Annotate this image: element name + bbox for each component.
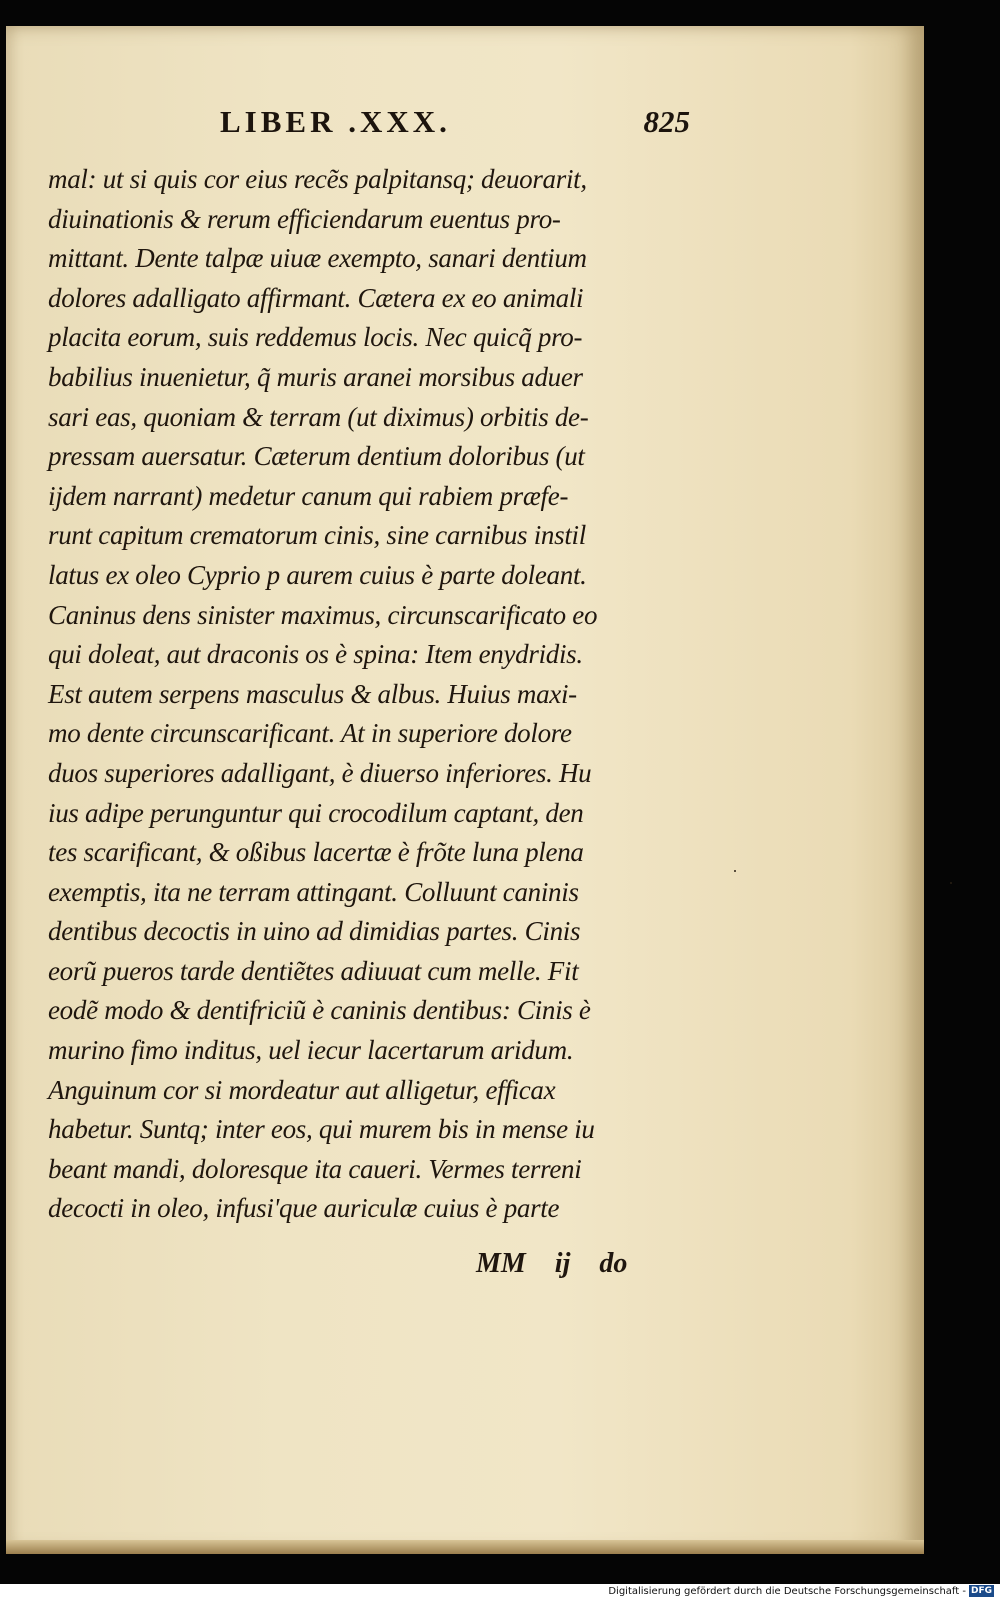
text-line: babilius inuenietur, q̃ muris aranei morsibus aduer (48, 361, 583, 392)
text-line: decocti in oleo, infusi'que auriculæ cuius è parte (48, 1193, 560, 1224)
text-line: duos superiores adalligant, è diuerso inferiores. Hu (48, 757, 592, 788)
text-line: tes scarificant, & oßibus lacertæ è frõte luna plena (48, 837, 584, 868)
dust-speck (734, 870, 736, 872)
text-line: Caninus dens sinister maximus, circunscarificato eo (48, 599, 598, 630)
text-line: eodẽ modo & dentifriciũ è caninis dentibus: Cinis è (48, 995, 591, 1026)
text-line: diuinationis & rerum efficiendarum euentus pro- (48, 203, 561, 234)
dust-speck (950, 882, 952, 884)
text-line: mittant. Dente talpæ uiuæ exempto, sanari dentium (48, 243, 587, 274)
text-line: exemptis, ita ne terram attingant. Colluunt caninis (48, 876, 579, 907)
dfg-logo: DFG (970, 1586, 992, 1596)
text-line: dolores adalligato affirmant. Cætera ex eo animali (48, 282, 584, 313)
text-line: mo dente circunscarificant. At in superiore dolore (48, 718, 572, 749)
text-line: murino fimo inditus, uel iecur lacertarum aridum. (48, 1035, 574, 1066)
running-head (60, 104, 690, 154)
text-line: ijdem narrant) medetur canum qui rabiem præfe- (48, 480, 569, 511)
text-line: runt capitum crematorum cinis, sine carnibus instil (48, 520, 586, 551)
text-line: habetur. Suntq; inter eos, qui murem bis in mense iu (48, 1114, 595, 1145)
text-line: mal: ut si quis cor eius recẽs palpitansq; deuorarit, (48, 164, 587, 194)
folio-number: 825 (643, 104, 690, 139)
page-edge (6, 1540, 924, 1554)
text-line: eorũ pueros tarde dentiẽtes adiuuat cum melle. Fit (48, 955, 579, 986)
text-block (48, 160, 678, 1229)
signature-catchword: MM ij do (476, 1248, 628, 1279)
funding-credit (608, 1584, 994, 1600)
text-line: dentibus decoctis in uino ad dimidias partes. Cinis (48, 916, 581, 947)
text-line: beant mandi, doloresque ita caueri. Vermes terreni (48, 1153, 582, 1184)
text-line: pressam auersatur. Cæterum dentium doloribus (ut (48, 441, 585, 472)
text-line: Anguinum cor si mordeatur aut alligetur, efficax (48, 1074, 556, 1105)
funding-credit-text: Digitalisierung gefördert durch die Deutsche Forschungsgemeinschaft - (608, 1586, 966, 1597)
text-line: placita eorum, suis reddemus locis. Nec quicq̃ pro- (48, 322, 583, 353)
text-line: qui doleat, aut draconis os è spina: Item enydridis. (48, 639, 583, 670)
text-line: ius adipe perunguntur qui crocodilum captant, den (48, 797, 584, 828)
text-line: sari eas, quoniam & terram (ut diximus) orbitis de- (48, 401, 589, 432)
text-line: Est autem serpens masculus & albus. Huius maxi- (48, 678, 577, 709)
text-line: latus ex oleo Cyprio p aurem cuius è parte doleant. (48, 559, 587, 590)
running-head-title: LIBER .XXX. (220, 104, 451, 139)
